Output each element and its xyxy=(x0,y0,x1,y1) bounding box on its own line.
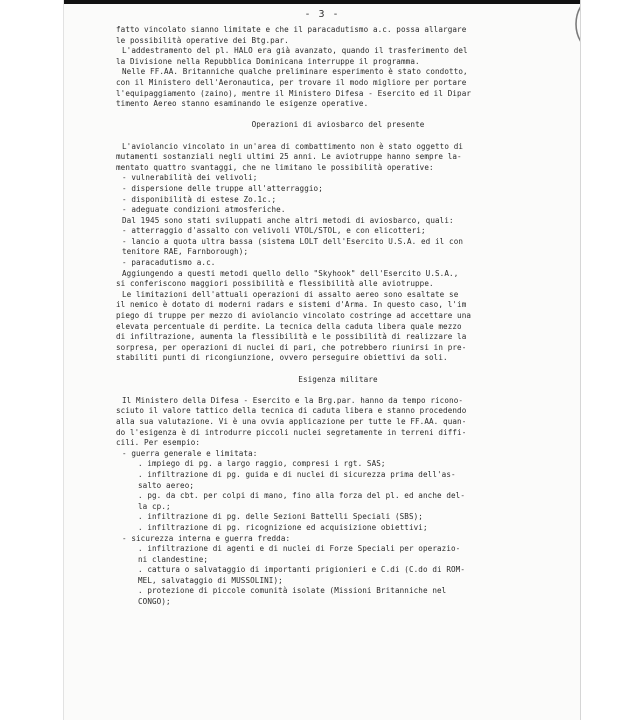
text-line: Il Ministero della Difesa - Esercito e la Brg.par. hanno da tempo ricono- xyxy=(122,395,464,405)
document-page xyxy=(64,0,623,720)
text-line: - paracadutismo a.c. xyxy=(122,258,216,268)
text-line: Le limitazioni dell'attuali operazioni di assalto aereo sono esaltate se xyxy=(122,289,459,299)
text-line: l'equipaggiamento (zaino), mentre il Ministero Difesa - Esercito ed il Dipar xyxy=(116,88,472,98)
text-line: Aggiungendo a questi metodi quello dello "Skyhook" dell'Esercito U.S.A., xyxy=(122,268,459,278)
text-line: mutamenti sostanziali negli ultimi 25 anni. Le aviotruppe hanno sempre la- xyxy=(116,152,462,162)
text-line: - lancio a quota ultra bassa (sistema LOLT dell'Esercito U.S.A. ed il con xyxy=(122,236,464,246)
blank-line xyxy=(116,110,560,121)
text-line: di infiltrazione, aumenta la flessibilità e le possibilità di realizzare la xyxy=(116,332,467,342)
text-line: - atterraggio d'assalto con velivoli VTOL/STOL, e con elicotteri; xyxy=(122,226,426,236)
text-line: mentato quattro svantaggi, che ne limitano le possibilità operative: xyxy=(116,162,434,172)
text-line: . pg. da cbt. per colpi di mano, fino alla forza del pl. ed anche del- xyxy=(138,491,466,501)
blank-line xyxy=(116,385,560,396)
text-line: do l'esigenza è di introdurre piccoli nuclei segretamente in terreni diffi- xyxy=(116,427,467,437)
text-line: la Divisione nella Repubblica Dominicana interruppe il programma. xyxy=(116,56,420,66)
text-line: - guerra generale e limitata: xyxy=(122,448,258,458)
document-body xyxy=(116,25,560,608)
text-line: tenitore RAE, Farnborough); xyxy=(122,247,249,257)
text-line: elevata percentuale di perdite. La tecnica della caduta libera quale mezzo xyxy=(116,321,462,331)
text-line: si conferiscono maggiori possibilità e flessibilità alle aviotruppe. xyxy=(116,279,434,289)
text-line: . infiltrazione di pg. guida e di nuclei di sicurezza prima dell'as- xyxy=(138,469,456,479)
section-heading: Esigenza militare xyxy=(298,374,378,384)
text-line: - dispersione delle truppe all'atterraggio; xyxy=(122,183,323,193)
text-line: le possibilità operative dei Btg.par. xyxy=(116,35,289,45)
text-line: sciuto il valore tattico della tecnica di caduta libera e stanno procedendo xyxy=(116,406,467,416)
text-line: CONGO); xyxy=(138,597,171,607)
text-line: - sicurezza interna e guerra fredda: xyxy=(122,533,291,543)
text-line: la cp.; xyxy=(138,501,171,511)
text-line: il nemico è dotato di moderni radars e sistemi d'Arma. In questo caso, l'im xyxy=(116,300,467,310)
blank-line xyxy=(116,131,560,142)
text-line: stabiliti punti di ricongiunzione, ovvero perseguire obiettivi da soli. xyxy=(116,353,448,363)
text-line: . impiego di pg. a largo raggio, compresi i rgt. SAS; xyxy=(138,459,386,469)
text-line: Dal 1945 sono stati sviluppati anche altri metodi di aviosbarco, quali: xyxy=(122,215,454,225)
text-line: L'addestramento del pl. HALO era già avanzato, quando il trasferimento del xyxy=(122,46,468,56)
text-line: Nelle FF.AA. Britanniche qualche preliminare esperimento è stato condotto, xyxy=(122,67,468,77)
text-line: cili. Per esempio: xyxy=(116,438,201,448)
text-line: salto aereo; xyxy=(138,480,195,490)
text-line: timento Aereo stanno esaminando le esigenze operative. xyxy=(116,99,369,109)
text-line: L'aviolancio vincolato in un'area di combattimento non è stato oggetto di xyxy=(122,141,464,151)
text-line: alla sua valutazione. Vi è una ovvia applicazione per tutte le FF.AA. quan- xyxy=(116,416,467,426)
text-line: . infiltrazione di agenti e di nuclei di Forze Speciali per operazio- xyxy=(138,544,461,554)
text-line: . infiltrazione di pg. ricognizione ed acquisizione obiettivi; xyxy=(138,522,428,532)
text-line: sorpresa, per operazioni di nuclei di pari, che potrebbero riunirsi in pre- xyxy=(116,342,467,352)
text-line: . protezione di piccole comunità isolate (Missioni Britanniche nel xyxy=(138,586,447,596)
text-line: - disponibilità di estese Zo.1c.; xyxy=(122,194,277,204)
page-number: - 3 - xyxy=(304,9,340,20)
blank-line xyxy=(116,364,560,375)
text-line: - vulnerabilità dei velivoli; xyxy=(122,173,258,183)
official-stamp: COMITATO xyxy=(562,2,580,62)
section-heading: Operazioni di aviosbarco del presente xyxy=(251,120,425,130)
text-line: MEL, salvataggio di MUSSOLINI); xyxy=(138,575,283,585)
text-line: fatto vincolato sianno limitate e che il paracadutismo a.c. possa allargare xyxy=(116,25,467,34)
text-line: con il Ministero dell'Aeronautica, per trovare il modo migliore per portare xyxy=(116,77,467,87)
text-line: . cattura o salvataggio di importanti prigionieri e C.di (C.do di ROM- xyxy=(138,565,466,575)
text-line: - adeguate condizioni atmosferiche. xyxy=(122,205,286,215)
text-line: . infiltrazione di pg. delle Sezioni Battelli Speciali (SBS); xyxy=(138,512,423,522)
text-line: piego di truppe per mezzo di aviolancio vincolato costringe ad accettare una xyxy=(116,311,472,321)
scan-edge xyxy=(64,0,580,4)
text-line: ni clandestine; xyxy=(138,554,209,564)
